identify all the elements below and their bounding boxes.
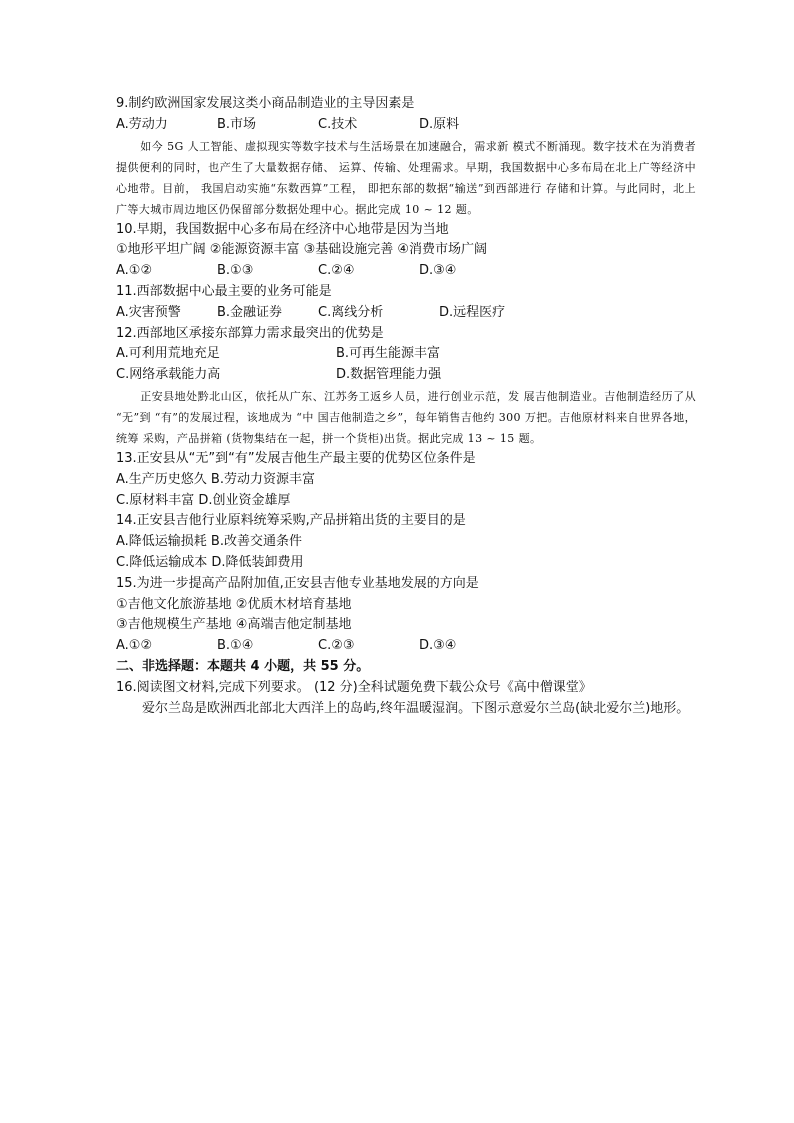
- q16-intro: 爱尔兰岛是欧洲西北部北大西洋上的岛屿,终年温暖湿润。下图示意爱尔兰岛(缺北爱尔兰)地形。: [142, 700, 690, 716]
- q11-options: [116, 303, 696, 324]
- q15-items-row2: ③吉他规模生产基地 ④高端吉他定制基地: [116, 617, 352, 633]
- q13-options-row2: C.原材料丰富 D.创业资金雄厚: [116, 492, 291, 508]
- passage-10-12-text: 如今 5G 人工智能、虚拟现实等数字技术与生活场景在加速融合，需求新 模式不断涌现。数字技术在为消费者提供便利的同时，也产生了大量数据存储、 运算、传输、处理需求。早期，我国数据中心多布局在北上广等经济中心地带。目前， 我国启动实施“东数西算”工程， 即把东部的数据“输送”到西部进行 存储和计算。与此同时，北上广等大城市周边地区仍保留部分数据处理中心。据此完成 10 ~ 12 题。: [116, 139, 696, 216]
- passage-13-15: [116, 386, 696, 449]
- q12-option-b: B.可再生能源丰富: [336, 346, 441, 362]
- exam-content: [116, 94, 696, 719]
- q9-option-a: A.劳动力: [116, 116, 168, 132]
- q12-stem: 12.西部地区承接东部算力需求最突出的优势是: [116, 325, 384, 341]
- q10-option-c: C.②④: [318, 263, 355, 279]
- q16-stem: 16.阅读图文材料,完成下列要求。 (12 分)全科试题免费下载公众号《高中僧课堂》: [116, 679, 592, 695]
- q13-stem: 13.正安县从“无”到“有”发展吉他生产最主要的优势区位条件是: [116, 450, 476, 466]
- q11-option-c: C.离线分析: [318, 304, 384, 320]
- q12-options-row1: [116, 344, 696, 365]
- q14-options-row2: C.降低运输成本 D.降低装卸费用: [116, 554, 304, 570]
- section-2-heading: 二、非选择题：本题共 4 小题，共 55 分。: [116, 658, 370, 674]
- q9-option-c: C.技术: [318, 116, 358, 132]
- q15-option-c: C.②③: [318, 638, 355, 654]
- q14-stem: 14.正安县吉他行业原料统筹采购,产品拼箱出货的主要目的是: [116, 513, 466, 529]
- q12-options-row2: [116, 365, 696, 386]
- passage-13-15-text: 正安县地处黔北山区，依托从广东、江苏务工返乡人员，进行创业示范，发 展吉他制造业。吉他制造经历了从 “无”到 “有”的发展过程，该地成为 “中 国吉他制造之乡”，每年销售吉他约 300 万把。吉他原材料来自世界各地，统筹 采购，产品拼箱 (货物集结在一起，拼一个货柜)出货。据此完成 13 ~ 15 题。: [116, 389, 696, 445]
- q11-option-d: D.远程医疗: [439, 304, 506, 320]
- q15-option-d: D.③④: [419, 638, 457, 654]
- q9-option-d: D.原料: [419, 116, 460, 132]
- q15-options: [116, 636, 696, 657]
- q14-options-row1: A.降低运输损耗 B.改善交通条件: [116, 534, 302, 550]
- q12-option-a: A.可利用荒地充足: [116, 346, 220, 362]
- q15-items-row1: ①吉他文化旅游基地 ②优质木材培育基地: [116, 596, 352, 612]
- q9-stem: 9.制约欧洲国家发展这类小商品制造业的主导因素是: [116, 96, 415, 111]
- q10-option-b: B.①③: [217, 263, 254, 279]
- q11-option-b: B.金融证券: [217, 304, 283, 320]
- q9-options: [116, 115, 696, 136]
- passage-10-12: [116, 136, 696, 220]
- q10-items: ①地形平坦广阔 ②能源资源丰富 ③基础设施完善 ④消费市场广阔: [116, 242, 488, 258]
- q13-options-row1: A.生产历史悠久 B.劳动力资源丰富: [116, 471, 315, 487]
- q15-option-b: B.①④: [217, 638, 254, 654]
- q12-option-d: D.数据管理能力强: [336, 367, 442, 383]
- q10-option-a: A.①②: [116, 263, 153, 279]
- q11-option-a: A.灾害预警: [116, 304, 181, 320]
- q9-option-b: B.市场: [217, 116, 257, 132]
- q10-stem: 10.早期，我国数据中心多布局在经济中心地带是因为当地: [116, 221, 449, 237]
- q11-stem: 11.西部数据中心最主要的业务可能是: [116, 283, 332, 299]
- q12-option-c: C.网络承载能力高: [116, 367, 221, 383]
- q15-stem: 15.为进一步提高产品附加值,正安县吉他专业基地发展的方向是: [116, 575, 479, 591]
- q10-options: [116, 261, 696, 282]
- q15-option-a: A.①②: [116, 638, 153, 654]
- q10-option-d: D.③④: [419, 263, 457, 279]
